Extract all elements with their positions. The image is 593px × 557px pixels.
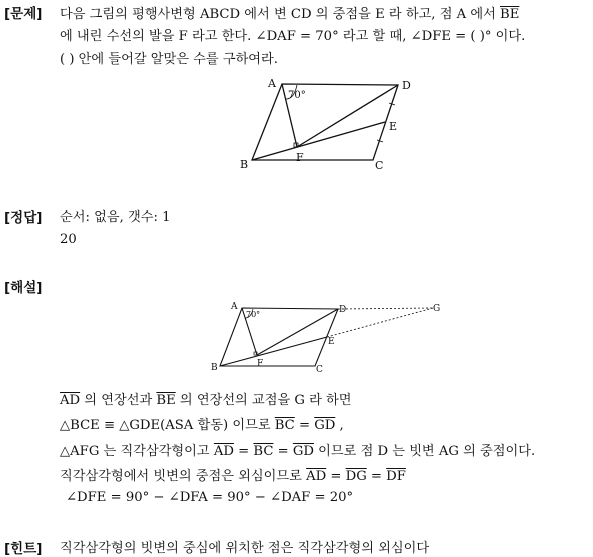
label-g: G [433, 304, 441, 314]
explanation-line-3: △AFG 는 직각삼각형이고 $\overline{AD} = \overline{BC} = \overline{GD}$ 이므로 점 D 는 빗변 AG 의 중점이다. [60, 444, 536, 459]
segment-be [252, 122, 385, 160]
label-angle: 70° [246, 310, 261, 319]
hint-text: 직각삼각형의 빗변의 중심에 위치한 점은 직각삼각형의 외심이다 [60, 541, 430, 556]
label-b: B [211, 363, 218, 373]
label-d: D [339, 305, 347, 315]
extension-ag [338, 308, 433, 309]
label-f: F [257, 359, 264, 369]
label-b: B [240, 158, 249, 171]
explanation-line-2: △BCE ≡ △GDE(ASA 합동) 이므로 $\overline{BC} = \overline{GD}$ , [60, 418, 344, 433]
label-c: C [316, 365, 323, 375]
segment-be: $\overline{BE}$ [500, 7, 520, 22]
answer-line: 순서: 없음, 갯수: 1 [60, 210, 171, 225]
segment-fd [257, 309, 338, 355]
hint-label: [힌트] [4, 541, 43, 557]
label-e: E [328, 337, 335, 347]
label-e: E [389, 120, 398, 133]
segment-fd [297, 85, 398, 147]
problem-line-2: 에 내린 수선의 발을 F 라고 한다. ∠DAF = 70° 라고 할 때, ∠DFE = ( )° 이다. [60, 29, 526, 44]
explanation-line-1: $\overline{AD}$ 의 연장선과 $\overline{BE}$ 의 연장선의 교점을 G 라 하면 [60, 393, 352, 408]
segment-be [220, 337, 327, 366]
problem-line-1: 다음 그림의 평행사변형 ABCD 에서 변 CD 의 중점을 E 라 하고, 점 A 에서 $\overline{BE}$ [60, 7, 520, 22]
parallelogram-abcd [220, 308, 338, 366]
answer-value: 20 [60, 232, 77, 247]
label-a: A [268, 77, 276, 90]
label-d: D [402, 79, 411, 92]
label-a: A [231, 302, 238, 312]
label-angle: 70° [288, 90, 306, 101]
problem-label: [문제] [4, 6, 43, 22]
answer-label: [정답] [4, 210, 43, 226]
explanation-figure [205, 296, 455, 376]
parallelogram-abcd [252, 84, 398, 160]
label-f: F [296, 151, 304, 164]
problem-line-3: ( ) 안에 들어갈 알맞은 수를 구하여라. [60, 52, 278, 67]
label-c: C [375, 159, 384, 172]
explanation-label: [해설] [4, 280, 43, 296]
problem-figure [230, 72, 420, 172]
explanation-line-5: ∠DFE = 90° − ∠DFA = 90° − ∠DAF = 20° [66, 490, 354, 505]
explanation-line-4: 직각삼각형에서 빗변의 중점은 외심이므로 $\overline{AD} = \overline{DG} = \overline{DF}$ [60, 469, 406, 484]
